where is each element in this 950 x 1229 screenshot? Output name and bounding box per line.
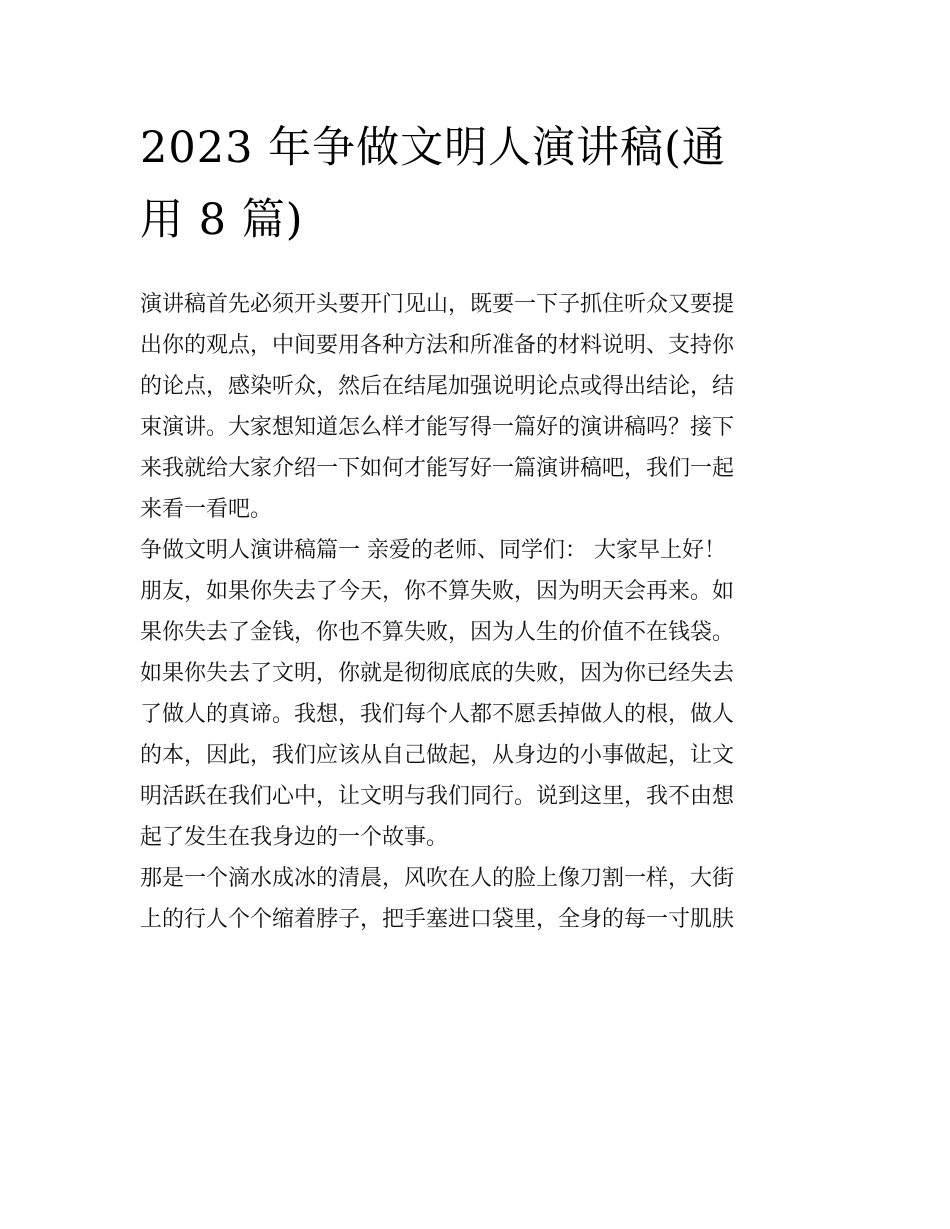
body-text-line: 了做人的真谛。我想，我们每个人都不愿丢掉做人的根，做人	[140, 702, 735, 727]
body-text-line: 上的行人个个缩着脖子，把手塞进口袋里，全身的每一寸肌肤	[140, 907, 735, 932]
body-text-line: 的本，因此，我们应该从自己做起，从身边的小事做起，让文	[140, 743, 735, 768]
body-text-line: 来看一看吧。	[140, 497, 273, 522]
body-text-line: 那是一个滴水成冰的清晨，风吹在人的脸上像刀割一样，大街	[140, 866, 735, 891]
document-content	[140, 112, 812, 940]
title-line: 用 8 篇)	[140, 195, 304, 245]
body-text-line: 果你失去了金钱，你也不算失败，因为人生的价值不在钱袋。	[140, 620, 735, 645]
title-line: 2023 年争做文明人演讲稿(通	[140, 123, 726, 173]
document-body	[140, 284, 812, 940]
body-text-line: 明活跃在我们心中，让文明与我们同行。说到这里，我不由想	[140, 784, 735, 809]
body-text-line: 来我就给大家介绍一下如何才能写好一篇演讲稿吧，我们一起	[140, 456, 735, 481]
body-text-line: 演讲稿首先必须开头要开门见山，既要一下子抓住听众又要提	[140, 292, 735, 317]
body-text-line: 的论点，感染听众，然后在结尾加强说明论点或得出结论，结	[140, 374, 735, 399]
body-text-line: 如果你失去了文明，你就是彻彻底底的失败，因为你已经失去	[140, 661, 735, 686]
body-text-line: 束演讲。大家想知道怎么样才能写得一篇好的演讲稿吗？接下	[140, 415, 735, 440]
body-text-line: 争做文明人演讲稿篇一 亲爱的老师、同学们： 大家早上好！	[140, 538, 726, 563]
body-text-line: 出你的观点，中间要用各种方法和所准备的材料说明、支持你	[140, 333, 735, 358]
document-title	[140, 112, 812, 256]
body-text-line: 朋友，如果你失去了今天，你不算失败，因为明天会再来。如	[140, 579, 735, 604]
body-text-line: 起了发生在我身边的一个故事。	[140, 825, 449, 850]
